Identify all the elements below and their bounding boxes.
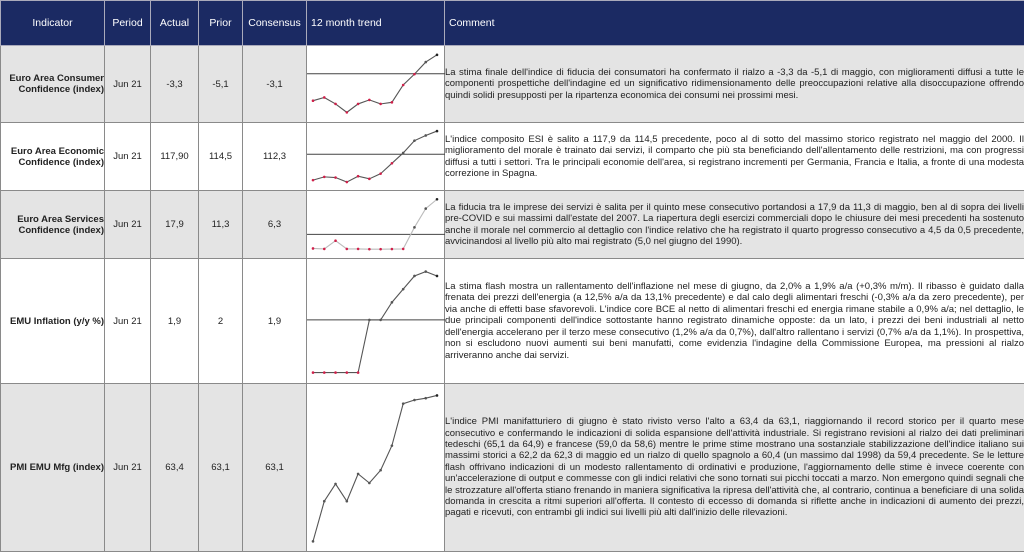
trend-point — [413, 226, 416, 229]
trend-point — [379, 319, 382, 322]
header-prior: Prior — [199, 1, 243, 46]
indicator-cell: Euro Area Services Confidence (index) — [1, 191, 105, 259]
trend-point — [312, 99, 315, 102]
sparkline-chart — [307, 259, 445, 383]
trend-point — [357, 175, 360, 178]
trend-point — [334, 239, 337, 242]
trend-point — [436, 198, 439, 201]
consensus-cell: 1,9 — [243, 259, 307, 384]
trend-point — [436, 394, 439, 397]
trend-point — [346, 371, 349, 374]
trend-point — [391, 248, 394, 251]
table-row-economic-confidence — [1, 123, 1024, 191]
trend-point — [312, 179, 315, 182]
trend-point — [346, 181, 349, 184]
trend-point — [368, 99, 371, 102]
header-consensus: Consensus — [243, 1, 307, 46]
actual-cell: 1,9 — [151, 259, 199, 384]
trend-point — [379, 248, 382, 251]
trend-point — [334, 103, 337, 106]
trend-point — [391, 444, 394, 447]
trend-point — [323, 248, 326, 251]
indicator-cell: Euro Area Economic Confidence (index) — [1, 123, 105, 191]
trend-cell — [307, 259, 445, 384]
table-row-services-confidence — [1, 191, 1024, 259]
indicator-cell: Euro Area Consumer Confidence (index) — [1, 46, 105, 123]
table-row-emu-inflation — [1, 259, 1024, 384]
table-row-pmi-mfg — [1, 384, 1024, 552]
trend-line — [313, 55, 437, 113]
trend-point — [346, 111, 349, 114]
trend-point — [402, 288, 405, 291]
trend-point — [391, 301, 394, 304]
trend-point — [402, 248, 405, 251]
indicator-cell: PMI EMU Mfg (index) — [1, 384, 105, 552]
trend-point — [357, 103, 360, 106]
indicator-cell: EMU Inflation (y/y %) — [1, 259, 105, 384]
trend-point — [413, 275, 416, 278]
trend-point — [312, 371, 315, 374]
sparkline-chart — [307, 384, 445, 551]
trend-point — [402, 402, 405, 405]
trend-point — [379, 103, 382, 106]
header-actual: Actual — [151, 1, 199, 46]
trend-cell — [307, 46, 445, 123]
prior-cell: -5,1 — [199, 46, 243, 123]
trend-point — [413, 139, 416, 142]
consensus-cell: -3,1 — [243, 46, 307, 123]
trend-point — [424, 61, 427, 64]
comment-cell: La stima flash mostra un rallentamento dell'inflazione nel mese di giugno, da 2,0% a 1,9% a/a (+0,3% m/m). Il ribasso è guidato dalla frenata dei prezzi dell'energia (a 12,5% a/a da 13,1% precedente) e dal calo degli alimentari freschi (-0,3% a/a da zero precedente), per via anche di effetti base sfavorevoli. L'indice core BCE al netto di alimentari freschi ed energia rimane stabile a 0,9% a/a; nel dettaglio, le due principali componenti dell'indice sottostante hanno registrato dinamiche opposte: da un lato, i prezzi dei beni industriali al netto dell'energia accelerano per il terzo mese consecutivo (1,2% a/a da 0,7%), dall'altro rallentano i servizi (0,7% a/a da 1,1%). In prospettiva, non si escludono nuovi aumenti sui beni manufatti, come evidenzia l'indagine della Commissione Europea, ma pressioni al rialzo arriveranno anche dai servizi. — [445, 259, 1024, 384]
header-trend: 12 month trend — [307, 1, 445, 46]
trend-point — [357, 473, 360, 476]
trend-point — [346, 500, 349, 503]
sparkline-chart — [307, 123, 445, 190]
consensus-cell: 6,3 — [243, 191, 307, 259]
header-row — [1, 1, 1024, 46]
trend-point — [357, 248, 360, 251]
comment-cell: La stima finale dell'indice di fiducia dei consumatori ha confermato il rialzo a -3,3 da -5,1 di maggio, con miglioramenti diffusi a tutte le componenti prospettiche dell'indagine ed un significativo ridimensionamento delle preoccupazioni relative alla disoccupazione offrendo quindi solidi presupposti per la ripartenza economica dei consumi nei prossimi mesi. — [445, 46, 1024, 123]
trend-point — [402, 84, 405, 87]
sparkline-chart — [307, 46, 445, 122]
consensus-cell: 63,1 — [243, 384, 307, 552]
comment-cell: La fiducia tra le imprese dei servizi è salita per il quinto mese consecutivo portandosi a 17,9 da 11,3 di maggio, ben al di sopra dei livelli pre-COVID e sui massimi dall'estate del 2007. La riapertura degli esercizi commerciali dopo le chiusure dei mesi precedenti ha sostenuto anche il morale nel commercio al dettaglio con l'indice relativo che ha registrato il quarto progresso consecutivo a 4,5 da 0,5 precedente, avvicinandosi al livello più alto mai registrato (5,0 nel giugno del 1990). — [445, 191, 1024, 259]
trend-point — [391, 101, 394, 104]
consensus-cell: 112,3 — [243, 123, 307, 191]
prior-cell: 114,5 — [199, 123, 243, 191]
period-cell: Jun 21 — [105, 384, 151, 552]
actual-cell: 63,4 — [151, 384, 199, 552]
actual-cell: 117,90 — [151, 123, 199, 191]
trend-point — [323, 176, 326, 179]
trend-point — [391, 162, 394, 165]
trend-point — [379, 469, 382, 472]
actual-cell: -3,3 — [151, 46, 199, 123]
comment-cell: L'indice PMI manifatturiero di giugno è stato rivisto verso l'alto a 63,4 da 63,1, riaggiornando il record storico per il quarto mese consecutivo e confermando le indicazioni di solida espansione dell'attività industriale. Si registrano revisioni al rialzo dei dati preliminari tedeschi (65,1 da 64,9) e francese (59,0 da 58,6) mentre le prime stime mostrano una sostanziale stabilizzazione dell'indice italiano sui massimi storici a 62,2 da 62,3 di maggio ed un rialzo di quello spagnolo a 60,4 (un massimo dal 1998) da 59,4 precedente. Se le letture flash offrivano indicazioni di un modesto rallentamento di ordinativi e produzione, l'aggiornamento delle stime è invece coerente con un'accelerazione di output e commesse con gli indici relativi che sono tornati sui picchi toccati a marzo. Non emergono quindi segnali che le strozzature all'offerta stiano frenando in maniera significativa la ripresa dell'attività che, al contrario, continua a beneficiare di una solida domanda in crescita a ritmi superiori all'offerta. Il contesto di eccesso di domanda si riflette anche in indicazioni di aumento dei prezzi, pagati e ricevuti, con entrambi gli indici sui livelli più alti dall'inizio delle rilevazioni. — [445, 384, 1024, 552]
trend-point — [334, 483, 337, 486]
trend-point — [424, 134, 427, 137]
trend-line — [313, 395, 437, 541]
header-comment: Comment — [445, 1, 1024, 46]
trend-cell — [307, 191, 445, 259]
trend-cell — [307, 123, 445, 191]
trend-line — [313, 272, 437, 373]
trend-point — [334, 176, 337, 179]
trend-point — [413, 73, 416, 76]
trend-point — [424, 207, 427, 210]
table-row-consumer-confidence — [1, 46, 1024, 123]
sparkline-chart — [307, 191, 445, 258]
trend-point — [368, 319, 371, 322]
trend-point — [379, 172, 382, 175]
trend-point — [312, 540, 315, 543]
trend-point — [402, 152, 405, 155]
trend-point — [436, 130, 439, 133]
period-cell: Jun 21 — [105, 123, 151, 191]
trend-point — [424, 270, 427, 273]
trend-point — [368, 178, 371, 181]
comment-cell: L'indice composito ESI è salito a 117,9 da 114,5 precedente, poco al di sotto del massimo storico registrato nel maggio del 2000. Il miglioramento del morale è trainato dai servizi, il comparto che più sta beneficiando dell'allentamento delle restrizioni, ma con progressi diffusi a tutti i settori. Tra le principali economie dell'area, si registrano incrementi per Germania, Francia e Italia, a fronte di una modesta correzione in Spagna. — [445, 123, 1024, 191]
period-cell: Jun 21 — [105, 191, 151, 259]
trend-line — [313, 131, 437, 182]
trend-point — [323, 96, 326, 99]
trend-cell — [307, 384, 445, 552]
trend-point — [323, 500, 326, 503]
trend-point — [357, 371, 360, 374]
period-cell: Jun 21 — [105, 46, 151, 123]
trend-point — [436, 54, 439, 57]
trend-line — [313, 199, 437, 249]
trend-point — [312, 247, 315, 250]
prior-cell: 2 — [199, 259, 243, 384]
trend-point — [368, 248, 371, 251]
actual-cell: 17,9 — [151, 191, 199, 259]
prior-cell: 11,3 — [199, 191, 243, 259]
trend-point — [346, 248, 349, 251]
header-period: Period — [105, 1, 151, 46]
trend-point — [424, 397, 427, 400]
trend-point — [436, 275, 439, 278]
trend-point — [323, 371, 326, 374]
trend-point — [334, 371, 337, 374]
period-cell: Jun 21 — [105, 259, 151, 384]
header-indicator: Indicator — [1, 1, 105, 46]
trend-point — [368, 482, 371, 485]
trend-point — [413, 399, 416, 402]
prior-cell: 63,1 — [199, 384, 243, 552]
